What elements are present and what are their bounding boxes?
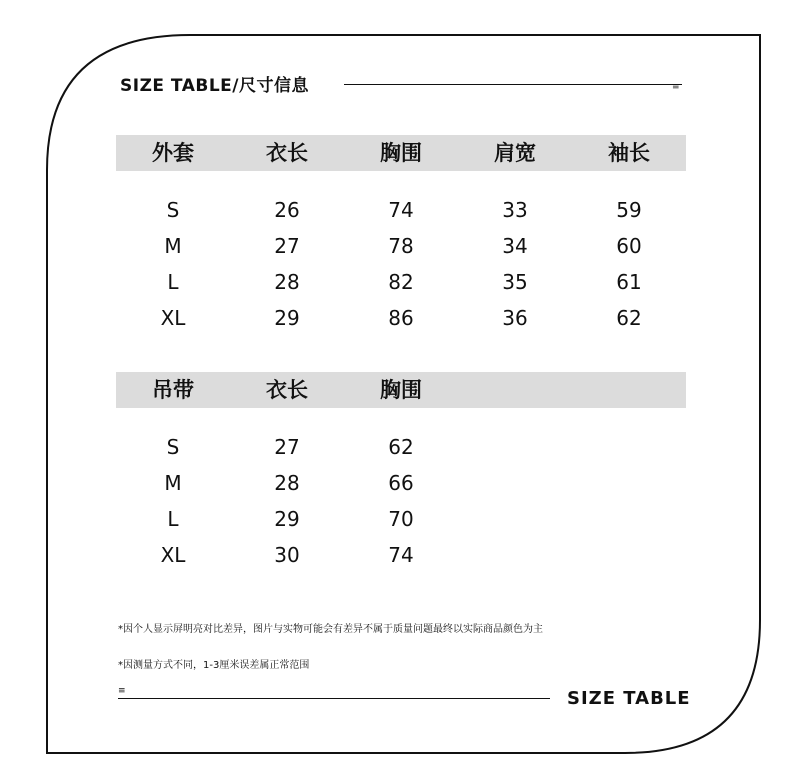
value-cell: 86 — [388, 306, 414, 330]
value-cell: 74 — [388, 198, 414, 222]
value-cell: 35 — [502, 270, 528, 294]
footer-title: SIZE TABLE — [567, 688, 691, 709]
value-cell: 29 — [274, 507, 300, 531]
column-header: 吊带 — [152, 377, 194, 402]
value-cell: 59 — [616, 198, 642, 222]
size-cell: XL — [160, 306, 186, 330]
value-cell: 66 — [388, 471, 414, 495]
value-cell: 82 — [388, 270, 414, 294]
value-cell: 61 — [616, 270, 642, 294]
value-cell: 34 — [502, 234, 528, 258]
header-title: SIZE TABLE/尺寸信息 — [120, 75, 309, 96]
column-header: 衣长 — [266, 377, 308, 402]
value-cell: 62 — [616, 306, 642, 330]
value-cell: 33 — [502, 198, 528, 222]
column-header: 胸围 — [380, 140, 422, 165]
size-cell: S — [166, 198, 180, 222]
header-menu-mark: ≡ — [672, 82, 680, 92]
measurement-disclaimer-note: *因测量方式不同，1-3厘米误差属正常范围 — [118, 660, 310, 671]
value-cell: 70 — [388, 507, 414, 531]
column-header: 衣长 — [266, 140, 308, 165]
size-cell: L — [167, 507, 179, 531]
value-cell: 28 — [274, 270, 300, 294]
value-cell: 30 — [274, 543, 300, 567]
column-header: 袖长 — [608, 140, 650, 165]
color-disclaimer-note: *因个人显示屏明亮对比差异，图片与实物可能会有差异不属于质量问题最终以实际商品颜色为主 — [118, 624, 543, 635]
size-cell: XL — [160, 543, 186, 567]
footer-menu-mark: ≡ — [118, 686, 126, 696]
column-header: 肩宽 — [494, 140, 536, 165]
value-cell: 36 — [502, 306, 528, 330]
value-cell: 60 — [616, 234, 642, 258]
column-header: 胸围 — [380, 377, 422, 402]
value-cell: 27 — [274, 234, 300, 258]
footer-rule — [118, 698, 550, 699]
value-cell: 74 — [388, 543, 414, 567]
value-cell: 29 — [274, 306, 300, 330]
size-table-header — [120, 68, 309, 98]
value-cell: 27 — [274, 435, 300, 459]
value-cell: 78 — [388, 234, 414, 258]
size-cell: S — [166, 435, 180, 459]
size-cell: L — [167, 270, 179, 294]
value-cell: 62 — [388, 435, 414, 459]
value-cell: 28 — [274, 471, 300, 495]
size-cell: M — [164, 234, 182, 258]
value-cell: 26 — [274, 198, 300, 222]
size-cell: M — [164, 471, 182, 495]
header-rule — [344, 84, 682, 85]
column-header: 外套 — [152, 140, 194, 165]
